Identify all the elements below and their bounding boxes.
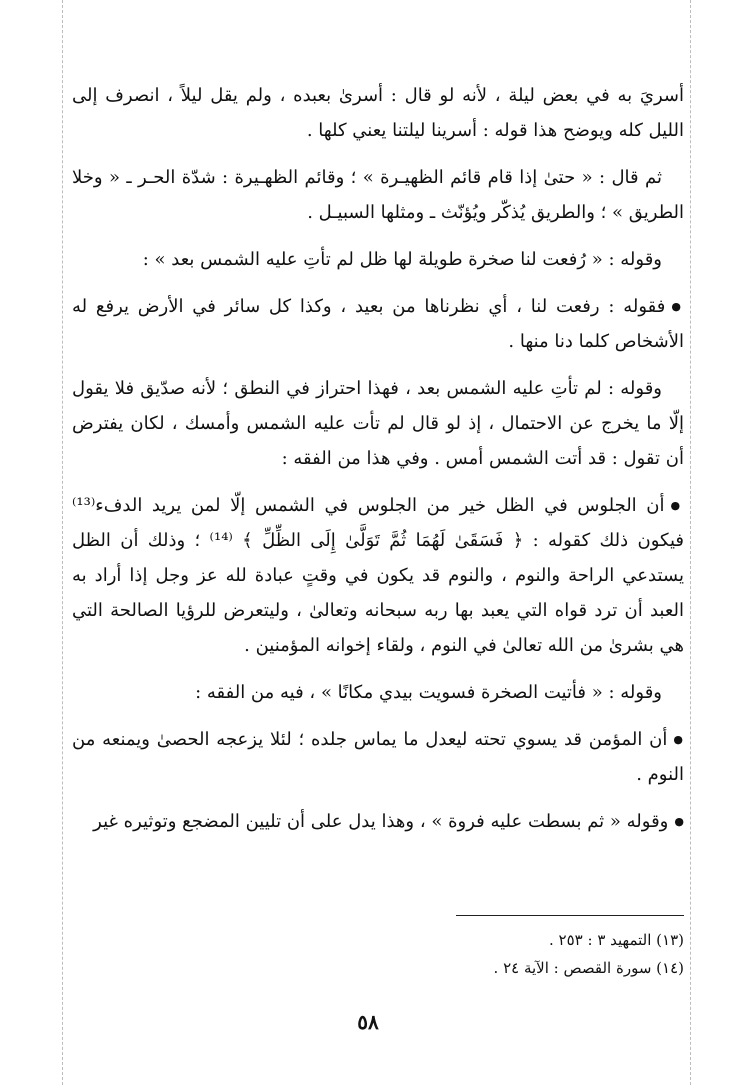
paragraph-3: وقوله : « رُفعت لنا صخرة طويلة لها ظل لم تأتِ عليه الشمس بعد » : bbox=[142, 249, 662, 270]
paragraph-7: وقوله : « فأتيت الصخرة فسويت بيدي مكانًا » ، فيه من الفقه : bbox=[195, 682, 662, 703]
paragraph-6: ● أن الجلوس في الظل خير من الجلوس في الشمس إلّا لمن يريد الدفء⁽¹³⁾ فيكون ذلك كقوله : ﴿ فَسَقَىٰ لَهُمَا ثُمَّ تَوَلَّىٰ إِلَى الظِّلِّ ﴾ ⁽¹⁴⁾ ؛ وذلك أن الظل يستدعي الراحة والنوم ، والنوم قد يكون في وقتٍ عبادة لله عز وجل إذا أراد به العبد أن ترد قواه التي يعبد بها ربه سبحانه وتعالىٰ ، وليتعرض للرؤيا الصالحة التي هي بشرىٰ من الله تعالىٰ في النوم ، ولقاء إخوانه المؤمنين . bbox=[72, 488, 684, 663]
paragraph-1: أسريَ به في بعض ليلة ، لأنه لو قال : أسرىٰ بعبده ، ولم يقل ليلاً ، انصرف إلى الليل كله ويوضح هذا قوله : أسرينا ليلتنا يعني كلها . bbox=[72, 85, 684, 141]
footnote-14: (١٤) سورة القصص : الآية ٢٤ . bbox=[493, 959, 684, 977]
footnote-separator bbox=[456, 915, 684, 916]
paragraph-8: ● أن المؤمن قد يسوي تحته ليعدل ما يماس جلده ؛ لئلا يزعجه الحصىٰ ويمنعه من النوم . bbox=[72, 722, 684, 792]
paragraph-2: ثم قال : « حتىٰ إذا قام قائم الظهيـرة » ؛ وقائم الظهـيرة : شدّة الحـر ـ « وخلا الطريق » ؛ والطريق يُذكّر ويُؤنّث ـ ومثلها السبيـل . bbox=[72, 167, 684, 223]
paragraph-4: ● فقوله : رفعت لنا ، أي نظرناها من بعيد ، وكذا كل سائر في الأرض يرفع له الأشخاص كلما دنا منها . bbox=[72, 289, 684, 359]
paragraph-9: ● وقوله « ثم بسطت عليه فروة » ، وهذا يدل على أن تليين المضجع وتوثيره غير bbox=[72, 804, 684, 839]
margin-guide-right bbox=[690, 0, 691, 1085]
main-text bbox=[72, 78, 684, 851]
paragraph-5: وقوله : لم تأتِ عليه الشمس بعد ، فهذا احتراز في النطق ؛ لأنه صدّيق فلا يقول إلّا ما يخرج عن الاحتمال ، إذ لو قال لم تأت عليه الشمس وأمسك ، لكان يفترض أن تقول : قد أتت الشمس أمس . وفي هذا من الفقه : bbox=[72, 378, 684, 469]
page-number: ٥٨ bbox=[357, 1010, 379, 1034]
footnote-13: (١٣) التمهيد ٣ : ٢٥٣ . bbox=[549, 931, 684, 949]
footnotes bbox=[300, 926, 684, 982]
margin-guide-left bbox=[62, 0, 63, 1085]
